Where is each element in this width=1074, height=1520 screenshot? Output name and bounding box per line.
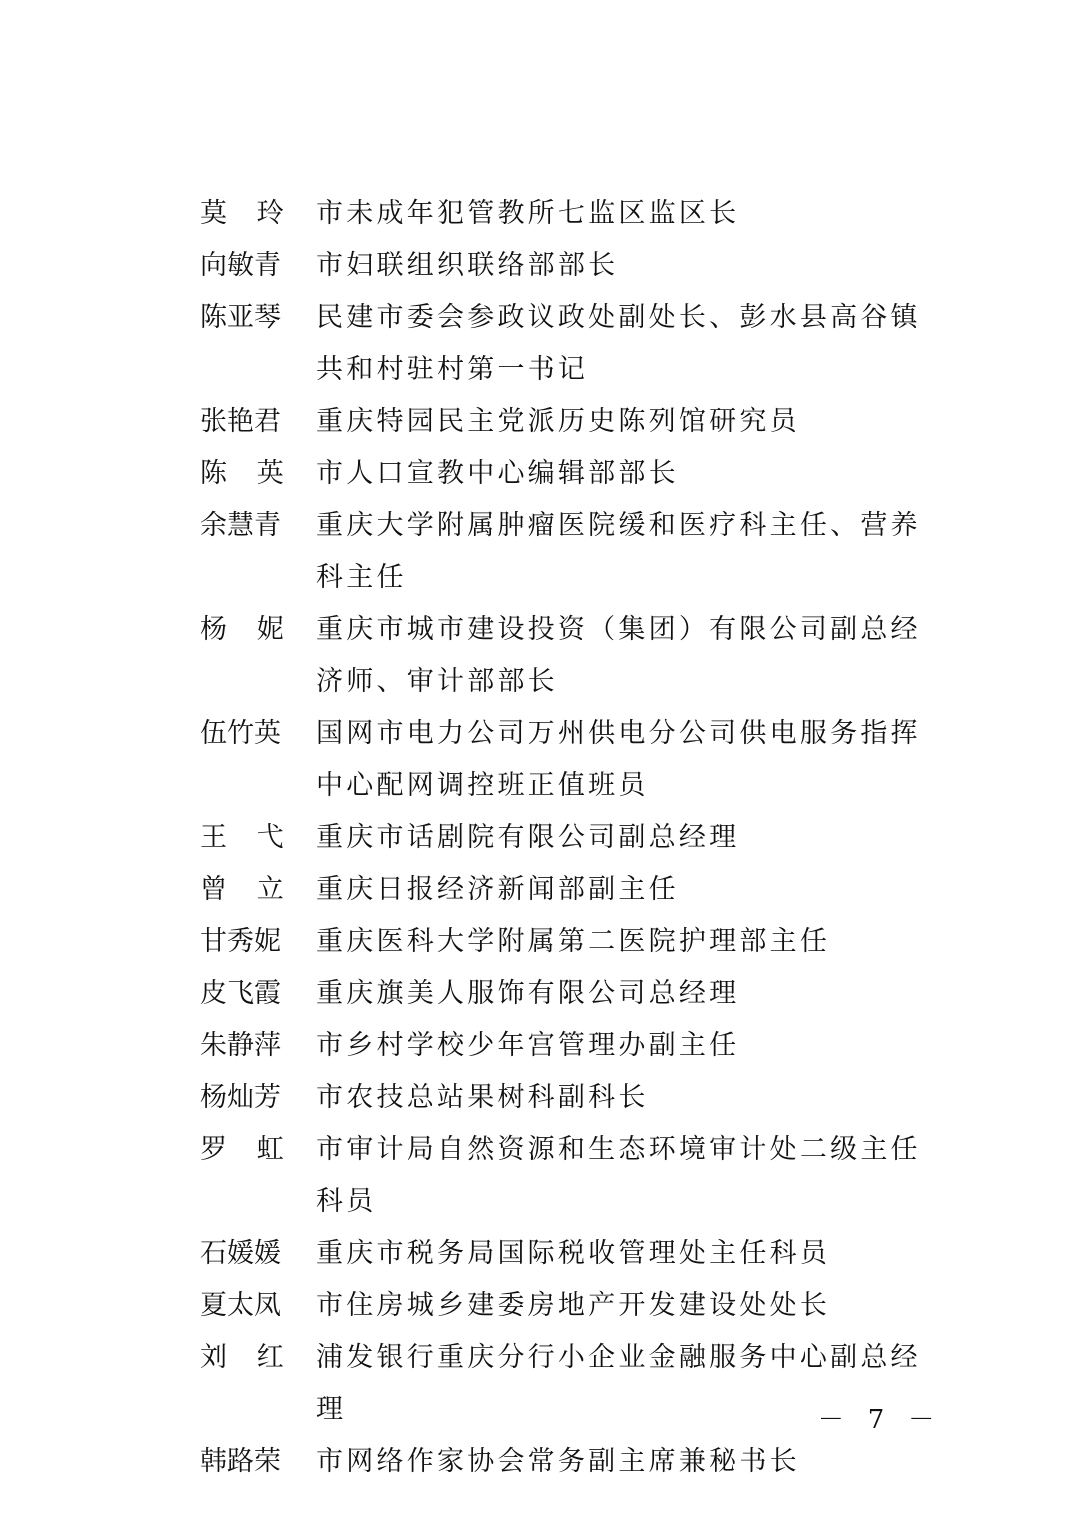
member-position: 重庆市城市建设投资（集团）有限公司副总经济师、审计部部长 [316,614,921,697]
member-position: 重庆大学附属肿瘤医院缓和医疗科主任、营养科主任 [316,510,921,593]
list-item [200,916,960,968]
member-position: 市农技总站果树科副科长 [316,1082,649,1113]
member-position: 重庆医科大学附属第二医院护理部主任 [316,926,831,957]
list-item [200,968,960,1020]
member-position: 民建市委会参政议政处副处长、彭水县高谷镇共和村驻村第一书记 [316,302,921,385]
list-item [200,604,960,708]
member-position: 市人口宣教中心编辑部部长 [316,458,679,489]
member-name: 朱静萍 [200,1030,281,1061]
list-item [200,292,960,396]
member-position: 重庆日报经济新闻部副主任 [316,874,679,905]
list-item [200,1228,960,1280]
member-name: 皮飞霞 [200,978,281,1009]
member-name: 韩路荣 [200,1446,281,1477]
page-number: － 7 － [817,1405,942,1435]
member-name: 陈亚琴 [200,302,281,333]
member-name: 杨妮 [200,614,314,645]
list-item [200,396,960,448]
member-list [200,188,960,1488]
list-item [200,1124,960,1228]
list-item [200,708,960,812]
member-name: 杨灿芳 [200,1082,281,1113]
list-item [200,1280,960,1332]
member-position: 国网市电力公司万州供电分公司供电服务指挥中心配网调控班正值班员 [316,718,921,801]
list-item [200,188,960,240]
member-position: 市妇联组织联络部部长 [316,250,619,281]
member-name: 向敏青 [200,250,281,281]
member-name: 石媛媛 [200,1238,281,1269]
member-position: 市审计局自然资源和生态环境审计处二级主任科员 [316,1134,921,1217]
member-position: 重庆市税务局国际税收管理处主任科员 [316,1238,831,1269]
list-item [200,500,960,604]
member-name: 余慧青 [200,510,281,541]
member-position: 浦发银行重庆分行小企业金融服务中心副总经 理 [316,1342,921,1425]
list-item [200,812,960,864]
member-position: 市网络作家协会常务副主席兼秘书长 [316,1446,800,1477]
member-name: 刘红 [200,1342,314,1373]
member-name: 曾立 [200,874,314,905]
list-item [200,864,960,916]
member-name: 陈英 [200,458,314,489]
list-item [200,240,960,292]
member-position: 市住房城乡建委房地产开发建设处处长 [316,1290,831,1321]
member-name: 张艳君 [200,406,281,437]
member-position: 市乡村学校少年宫管理办副主任 [316,1030,740,1061]
member-name: 王弋 [200,822,314,853]
member-name: 甘秀妮 [200,926,281,957]
member-name: 夏太凤 [200,1290,281,1321]
member-name: 罗虹 [200,1134,314,1165]
member-position: 重庆旗美人服饰有限公司总经理 [316,978,740,1009]
list-item [200,1020,960,1072]
member-position: 重庆市话剧院有限公司副总经理 [316,822,740,853]
list-item [200,448,960,500]
member-name: 莫玲 [200,198,314,229]
member-name: 伍竹英 [200,718,281,749]
member-position: 市未成年犯管教所七监区监区长 [316,198,740,229]
list-item [200,1072,960,1124]
list-item [200,1436,960,1488]
member-position: 重庆特园民主党派历史陈列馆研究员 [316,406,800,437]
